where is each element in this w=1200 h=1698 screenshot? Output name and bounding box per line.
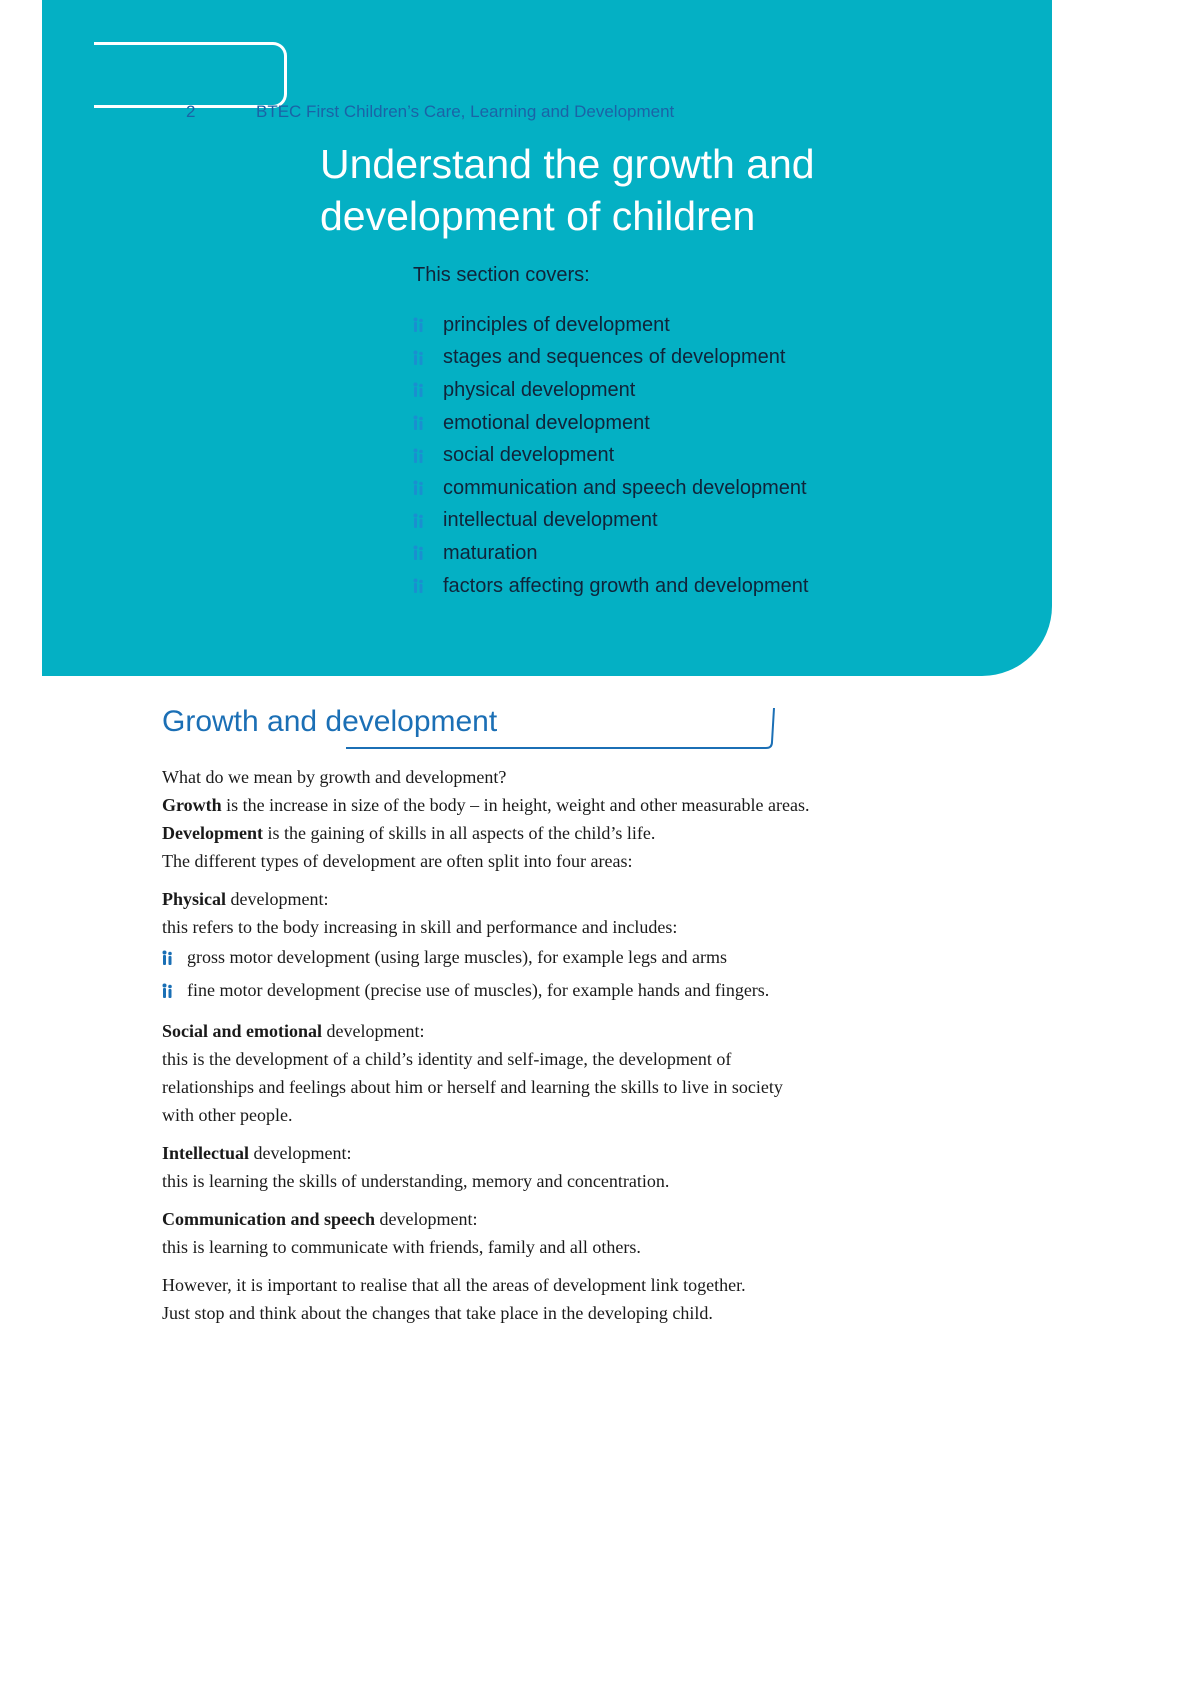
development-def: is the gaining of skills in all aspects of the child’s life.: [267, 823, 656, 843]
communication-desc: this is learning to communicate with friends, family and all others.: [162, 1237, 641, 1257]
covers-item-label: principles of development: [443, 313, 670, 336]
intellectual-suffix: development:: [253, 1143, 352, 1163]
covers-item-label: communication and speech development: [443, 476, 807, 499]
list-item-text: gross motor development (using large muscles), for example legs and arms: [187, 947, 728, 967]
development-definition: [162, 819, 1062, 847]
covers-item-label: physical development: [443, 378, 636, 401]
covers-item-label: stages and sequences of development: [443, 346, 786, 369]
children-figures-icon: [162, 983, 173, 999]
areas-intro: The different types of development are often split into four areas:: [162, 851, 633, 871]
physical-term: Physical: [162, 889, 227, 909]
children-figures-icon: [162, 950, 173, 966]
body-text: [162, 763, 1062, 1327]
social-suffix: development:: [326, 1021, 425, 1041]
children-figures-icon: [413, 448, 424, 464]
covers-item-label: intellectual development: [443, 509, 658, 532]
growth-def: is the increase in size of the body – in height, weight and other measurable areas.: [226, 795, 810, 815]
covers-item: [413, 472, 808, 505]
social-heading: [162, 1017, 1062, 1045]
covers-item: [413, 570, 808, 603]
covers-item-label: maturation: [443, 541, 538, 564]
covers-item: [413, 439, 808, 472]
heading-underline-rule: [346, 708, 778, 750]
development-term: Development: [162, 823, 263, 843]
running-head: BTEC First Children’s Care, Learning and Development: [256, 102, 675, 121]
list-item: [162, 941, 1062, 974]
social-term: Social and emotional: [162, 1021, 323, 1041]
physical-desc: this refers to the body increasing in skill and performance and includes:: [162, 917, 678, 937]
physical-heading: [162, 885, 1062, 913]
closing-line: However, it is important to realise that all the areas of development link together.: [162, 1275, 746, 1295]
page-number: 2: [186, 102, 196, 121]
physical-suffix: development:: [230, 889, 329, 909]
social-desc-line: with other people.: [162, 1105, 293, 1125]
children-figures-icon: [413, 578, 424, 594]
growth-term: Growth: [162, 795, 222, 815]
communication-suffix: development:: [379, 1209, 478, 1229]
covers-item: [413, 374, 808, 407]
communication-heading: [162, 1205, 1062, 1233]
children-figures-icon: [413, 513, 424, 529]
covers-item-label: factors affecting growth and development: [443, 574, 809, 597]
covers-item: [413, 537, 808, 570]
children-figures-icon: [413, 545, 424, 561]
intellectual-term: Intellectual: [162, 1143, 249, 1163]
children-figures-icon: [413, 415, 424, 431]
list-item-text: fine motor development (precise use of muscles), for example hands and fingers.: [187, 980, 770, 1000]
covers-list: [413, 309, 808, 602]
closing-line: Just stop and think about the changes that take place in the developing child.: [162, 1303, 713, 1323]
communication-term: Communication and speech: [162, 1209, 376, 1229]
covers-item: [413, 342, 808, 375]
list-item: [162, 974, 1062, 1007]
covers-item-label: social development: [443, 444, 615, 467]
growth-definition: [162, 791, 1062, 819]
covers-heading: This section covers:: [413, 264, 590, 286]
covers-item: [413, 309, 808, 342]
intellectual-desc: this is learning the skills of understanding, memory and concentration.: [162, 1171, 670, 1191]
social-desc-line: this is the development of a child’s identity and self-image, the development of: [162, 1049, 732, 1069]
page-tab-frame: [94, 42, 287, 108]
covers-item-label: emotional development: [443, 411, 650, 434]
children-figures-icon: [413, 350, 424, 366]
children-figures-icon: [413, 317, 424, 333]
chapter-title: Understand the growth and development of children: [320, 141, 815, 239]
section-heading: Growth and development: [162, 705, 498, 738]
covers-item: [413, 407, 808, 440]
social-desc-line: relationships and feelings about him or herself and learning the skills to live in society: [162, 1077, 783, 1097]
covers-item: [413, 505, 808, 538]
children-figures-icon: [413, 480, 424, 496]
children-figures-icon: [413, 382, 424, 398]
intro-question: What do we mean by growth and development?: [162, 767, 507, 787]
intellectual-heading: [162, 1139, 1062, 1167]
